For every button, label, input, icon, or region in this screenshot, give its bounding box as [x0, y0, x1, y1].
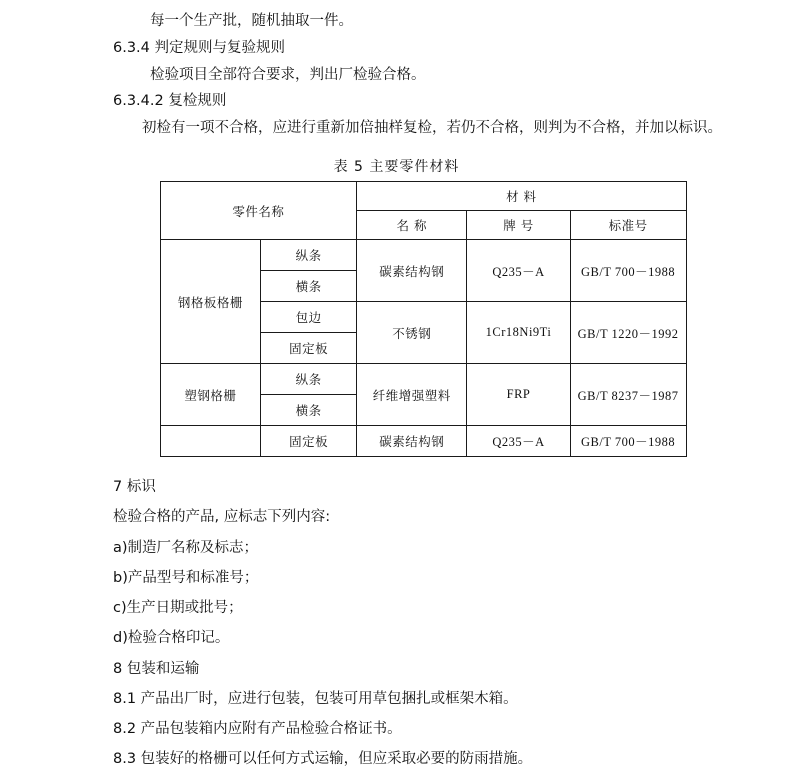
table-row	[160, 364, 686, 395]
material-grade: Q235－A	[467, 426, 570, 457]
upper-text-block	[0, 0, 793, 142]
part-label: 横条	[261, 271, 357, 302]
list-item-b: b)产品型号和标准号；	[113, 569, 259, 586]
clause-body-6-3-4-2: 初检有一项不合格，应进行重新加倍抽样复检，若仍不合格，则判为不合格，并加以标识。	[142, 120, 722, 137]
clause-heading-6-3-4-2: 6.3.4.2 复检规则	[113, 93, 227, 110]
section-8-1: 8.1 产品出厂时，应进行包装，包装可用草包捆扎或框架木箱。	[113, 690, 518, 707]
table-row	[160, 426, 686, 457]
table-row	[160, 240, 686, 271]
material-standard: GB/T 1220－1992	[570, 302, 686, 364]
material-standard: GB/T 700－1988	[570, 240, 686, 302]
section-7-intro: 检验合格的产品, 应标志下列内容:	[113, 509, 331, 526]
list-item-c: c)生产日期或批号；	[113, 600, 243, 617]
material-grade: Q235－A	[467, 240, 570, 302]
material-standard: GB/T 8237－1987	[570, 364, 686, 426]
part-label: 包边	[261, 302, 357, 333]
paragraph-sampling: 每一个生产批，随机抽取一件。	[150, 13, 353, 29]
part-label: 纵条	[261, 364, 357, 395]
clause-body-6-3-4: 检验项目全部符合要求，判出厂检验合格。	[150, 66, 426, 83]
section-heading-7: 7 标识	[113, 479, 156, 496]
group-label-empty	[160, 426, 261, 457]
part-label: 纵条	[261, 240, 357, 271]
materials-table	[160, 181, 687, 457]
table-row	[160, 182, 686, 211]
part-label: 横条	[261, 395, 357, 426]
material-grade: 1Cr18Ni9Ti	[467, 302, 570, 364]
lower-text-block	[0, 473, 793, 774]
section-8-2: 8.2 产品包装箱内应附有产品检验合格证书。	[113, 721, 402, 738]
table-caption: 表 5 主要零件材料	[333, 159, 460, 176]
section-heading-8: 8 包装和运输	[113, 660, 200, 677]
group-label-frp-grating: 塑钢格栅	[160, 364, 261, 426]
material-name: 碳素结构钢	[357, 426, 467, 457]
material-name: 碳素结构钢	[357, 240, 467, 302]
part-label: 固定板	[261, 333, 357, 364]
section-8-3: 8.3 包装好的格栅可以任何方式运输，但应采取必要的防雨措施。	[113, 751, 533, 768]
header-part-name: 零件名称	[160, 182, 357, 240]
table-container	[0, 181, 793, 457]
list-item-d: d)检验合格印记。	[113, 630, 230, 647]
material-standard: GB/T 700－1988	[570, 426, 686, 457]
material-name: 不锈钢	[357, 302, 467, 364]
material-name: 纤维增强塑料	[357, 364, 467, 426]
header-material-group: 材 料	[357, 182, 686, 211]
material-grade: FRP	[467, 364, 570, 426]
group-label-steel-grating: 钢格板格栅	[160, 240, 261, 364]
header-name: 名 称	[357, 211, 467, 240]
part-label: 固定板	[261, 426, 357, 457]
clause-heading-6-3-4: 6.3.4 判定规则与复验规则	[113, 39, 286, 56]
header-grade: 牌 号	[467, 211, 570, 240]
list-item-a: a)制造厂名称及标志；	[113, 539, 259, 556]
header-standard: 标准号	[570, 211, 686, 240]
